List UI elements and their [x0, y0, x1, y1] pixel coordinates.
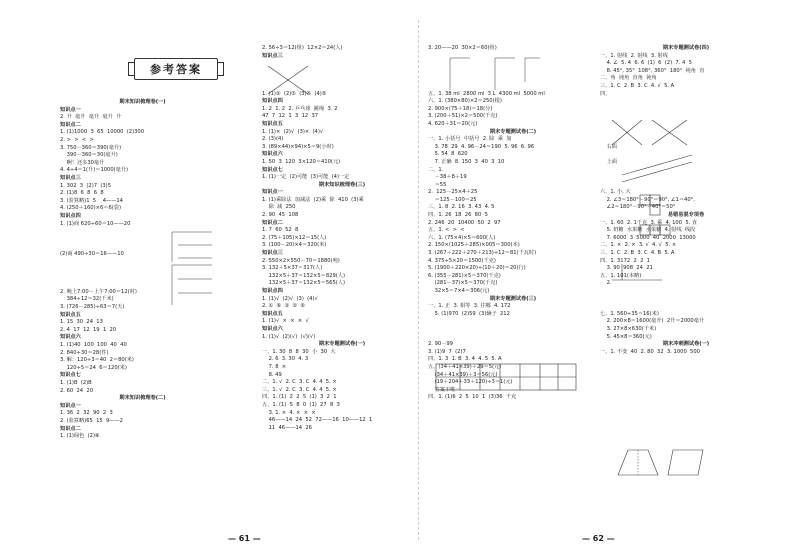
answer-line: 六、1. (75×4)×5＝600(人)	[428, 234, 496, 241]
subsection-heading: 知识点四	[262, 98, 283, 105]
answer-line: 4. (250＋160)×6＝6(袋)	[60, 205, 122, 212]
answer-line: 3. 1. × 4. × × ×	[262, 409, 316, 416]
answer-line: 5. 45×8＝360(元)	[600, 333, 652, 340]
answer-line: 1. (1)绿色 (2)⑧	[60, 433, 100, 440]
answer-line: 1. (1)√ (2)√ (3) (4)√	[262, 295, 318, 302]
subsection-heading: 知识点七	[262, 166, 283, 173]
answer-line: 四、1. (1)6 2 5 10 1 (3)36 千克	[428, 394, 517, 401]
answer-line: 2. 60 24 20	[60, 387, 93, 394]
answer-line: (34＋41×39)＋3＝56(元)	[428, 371, 498, 378]
page-number-left: — 61 —	[228, 534, 261, 543]
answer-line: 47 7 12 1 3 12 37	[262, 113, 319, 120]
answer-line: 2. 200×8＝1600(毫升) 2升＝2000毫升	[600, 318, 705, 325]
answer-line: 四、1. 3172 2 2 1	[600, 257, 650, 264]
section-heading: 期末专题测试卷(三)	[489, 295, 537, 302]
answer-line: 7. 正确 8. 150 3 40 3 10	[428, 158, 505, 165]
subsection-heading: 知识点六	[262, 325, 283, 332]
answer-line: ＝55	[428, 181, 447, 188]
answer-line: 132×5＋37＝132×5＝829(人)	[262, 272, 345, 279]
answer-line: 2. ① ⑥ ③ ② ⑥	[262, 303, 306, 310]
answer-line: 3. 20——20 30×2＝60(组)	[428, 45, 497, 51]
section-heading: 期末专题测试卷(一)	[318, 341, 366, 348]
page-divider	[418, 20, 419, 540]
subsection-heading: 知识点一	[60, 402, 81, 409]
answer-line: 5. 54 8 620	[428, 151, 468, 158]
answer-line: 五、1. < > <	[428, 227, 465, 234]
section-heading: 期末专题测试卷(二)	[489, 128, 537, 135]
section-heading: 期末冲刺测试卷(一)	[662, 341, 710, 348]
answer-line: 3. (验算略)1 5 4——14	[60, 197, 123, 204]
answer-line: 1. (1)√ × × × √	[262, 318, 309, 325]
answer-line: 46——14 24 52 72——16 10——12 1	[262, 417, 373, 424]
answer-line: ＝125－100＝25	[428, 196, 477, 203]
answer-line: 2. 4 17 12 19 1 20	[60, 326, 117, 333]
answer-line: 7. 6000 3 5000 40 2000 13000	[600, 234, 696, 241]
division-figure-1	[172, 232, 222, 262]
answer-line: (281－37)×5＝370(千克)	[428, 280, 498, 287]
data-table-figure	[436, 364, 576, 390]
answer-line: 6. (355－281)×5＝370(千克)	[428, 272, 501, 279]
answer-line: 3. 750－360＝390(毫升)	[60, 144, 122, 151]
section-heading: 期末知识梳理卷(一)	[119, 99, 166, 105]
answer-title: 参考答案	[150, 62, 202, 76]
answer-line: 五、1. 38 ml 2800 ml 3 L 4300 ml 5000 ml	[428, 90, 545, 97]
answer-line: 二、1. √ 2. C 3. C 4. 4 5. ×	[262, 379, 337, 386]
answer-line: 上面	[600, 158, 617, 165]
answer-line	[600, 297, 772, 305]
subsection-heading: 知识点二	[262, 219, 283, 226]
answer-line: 二、1. × 2. × 3. √ 4. √ 5. ×	[600, 242, 677, 249]
answer-line: 3. 78 29 4. 96－24＝190 5. 96 6. 96	[428, 143, 535, 150]
answer-line: 五、(34＋41×39)＋29＝5(元)	[428, 363, 502, 370]
answer-line: 3. 解：120÷3＝40 2＝80(米)	[60, 357, 134, 364]
answer-line: (2)商 490÷30＝16——10	[60, 250, 124, 257]
answer-line: 2. 900×(75＋18)＝18(分)	[428, 105, 493, 112]
answer-line: 1. (1)一定 (2)可能 (3)可能 (4)一定	[262, 174, 350, 181]
section-heading: 期末知识梳理卷(三)	[318, 181, 366, 188]
angle-figure	[612, 262, 672, 284]
answer-line: 1. 2 1. 2 2. 乒乓球 跳绳 3. 2	[262, 105, 338, 112]
answer-title-box	[134, 58, 218, 80]
answer-line: 1. 7 60 52 8	[262, 227, 299, 234]
answer-line: 六、1. 小, 大	[600, 189, 631, 196]
column-3	[428, 46, 598, 403]
answer-line: 一、1. 60 2. 1千克 3. 乘 4. 100 5. 直	[600, 219, 698, 226]
answer-line: 1. 50 3 120 3×120＝410(元)	[262, 158, 341, 165]
division-figure-2	[172, 265, 222, 307]
answer-line: 5. (1900＋220×20)÷(10＋20)＝20(行)	[428, 265, 526, 272]
section-heading: 易错易混专项卷	[667, 212, 705, 219]
answer-line: 一、1. 小括号 中括号 2. 除 乘 加	[428, 136, 512, 143]
answer-line: 7. 8 ×	[262, 363, 287, 370]
answer-line: 32×5＝7×4＝306(元)	[428, 288, 490, 294]
answer-line: 2. 90 45 108	[262, 212, 299, 219]
answer-line	[428, 335, 598, 343]
answer-line: 2. 840÷30＝28(件)	[60, 349, 109, 356]
answer-line: ∠2＝180°－90°－40°＝50°	[600, 204, 676, 211]
answer-line: 1. (1)商 620÷60＝10——20	[60, 220, 131, 227]
answer-line: 384÷12＝32(千米)	[60, 296, 114, 303]
answer-line: 3. (267＋222＋270＋213)÷12＝81(千瓦时)	[428, 250, 537, 257]
answer-line: 4. 620＋31＝20(元)	[428, 120, 478, 127]
answer-line: 3. (1)9 7 (2)7	[428, 348, 466, 355]
answer-line: 答案不唯一	[428, 386, 461, 393]
answer-line: 四、1. (1) 2 2 5 (1) 3 2 1	[262, 394, 337, 401]
subsection-heading: 知识点五	[262, 120, 283, 127]
answer-line: 120÷5＝24 6＝120(米)	[60, 364, 127, 371]
answer-line: 11 46——14 26	[262, 424, 312, 431]
subsection-heading: 知识点三	[60, 174, 81, 181]
answer-line: 二、角 钝角 直角 钝角	[600, 75, 657, 82]
answer-line: 132×5＋37＝132×5＝565(人)	[262, 280, 345, 287]
answer-line: 4. 375÷5×20＝1500(千克)	[428, 257, 496, 264]
page-number-right: — 62 —	[582, 534, 615, 543]
answer-line: 2. 150×(1025＋285)×005＝300(本)	[428, 242, 520, 249]
answer-line: 二、1.	[428, 166, 445, 173]
answer-line: 三、1. C 2. B 3. C 4. B 5. A	[600, 250, 675, 257]
answer-line: 2. (验算略)65 15 9——2	[60, 417, 123, 424]
answer-line	[428, 327, 598, 335]
answer-line: 2. ∠3＝180°－90°＝90°, ∠1＝40°,	[600, 196, 695, 203]
answer-line: 三、1. 8 2. 16 3. 43 4. 5	[428, 204, 495, 211]
answer-line: 2. 56÷3＝12(组) 12×2＝24(人)	[262, 45, 343, 51]
subsection-heading: 知识点二	[60, 121, 81, 128]
answer-line: 右面	[600, 143, 617, 150]
answer-line: 六、1. (380×80)×2＝250(根)	[428, 98, 502, 105]
answer-line: 2.	[600, 280, 612, 287]
answer-line: 3. (89×44)×94)×5＝9(小时)	[262, 143, 334, 150]
answer-line: 3. 27×8×630(千米)	[600, 325, 657, 332]
answer-line: 8. 45°, 35° 108°, 360° 180° 钝角 直	[600, 67, 705, 74]
division-figure-3	[440, 58, 540, 92]
subsection-heading: 知识点七	[60, 372, 81, 379]
answer-line: 三、1. √ 2. C 3. C 4. 4 5. ×	[262, 386, 337, 393]
answer-line: 2. 6 3. 30 4. 3	[262, 356, 309, 363]
lines-figure	[612, 120, 702, 190]
subsection-heading: 知识点五	[262, 310, 283, 317]
answer-line: 四、	[600, 90, 611, 97]
answer-line: 8. 49	[262, 371, 282, 378]
answer-line: 2. (75＋105)×12＝15(人)	[262, 234, 327, 241]
answer-line: －38＋8＋19	[428, 174, 467, 181]
answer-line: (19＋204＋33＋120)÷3＝1(元)	[428, 379, 513, 386]
answer-line: 一、1. 30 8 8 30 小 30 大	[262, 348, 336, 355]
answer-line	[600, 107, 772, 115]
answer-line: 5. 奶糖 水果糖 水果糖 4. 射线 线段	[600, 227, 696, 234]
subsection-heading: 知识点三	[262, 250, 283, 257]
answer-line: 3. (726－285)÷63＝7(天)	[60, 304, 125, 311]
subsection-heading: 知识点三	[262, 52, 283, 59]
answer-line: 5. (1)970 (2)59 (3)辆子 212	[428, 310, 510, 317]
answer-line: 2. 升 毫升 毫升 毫升 升	[60, 114, 122, 121]
answer-line: 2. 550×2×550－70＝1880(吨)	[262, 257, 340, 264]
answer-line: 3. (200＋51)×2＝500(千克)	[428, 113, 498, 120]
answer-line: 4. 4÷4＝1(升)＝1000(毫升)	[60, 167, 129, 174]
subsection-heading: 知识点一	[60, 106, 81, 113]
answer-line: 三、1. C 2. B 3. C 4. √ 5. A	[600, 82, 675, 89]
trapezoid-figure	[618, 450, 708, 480]
answer-line: 2. > > < >	[60, 136, 94, 143]
answer-line	[600, 99, 772, 107]
answer-line: 2. 90－99	[428, 341, 453, 348]
answer-line: 2. 125－25×4＋25	[428, 189, 478, 196]
subsection-heading: 知识点四	[262, 288, 283, 294]
column-2	[262, 46, 422, 433]
answer-line: 啊！还多30毫升	[60, 159, 105, 166]
subsection-heading: 知识点四	[60, 212, 81, 219]
subsection-heading: 知识点一	[262, 189, 283, 196]
answer-line	[428, 319, 598, 327]
answer-line: 1. 302 3 (2)7 (3)5	[60, 182, 111, 189]
answer-line: 1. (1)B (2)B	[60, 379, 92, 386]
answer-line: 2. 晚上7:00－上午7:00＝12(时)	[60, 288, 137, 295]
answer-line: 1. (1)1000 3 65 10000 (2)300	[60, 129, 144, 136]
answer-line: 七、1. 560÷35＝16(米)	[600, 310, 659, 317]
answer-line: 3. (100－20)×4＝320(米)	[262, 242, 327, 249]
answer-line: 2. 246 20 10400 50 2 97	[428, 219, 501, 226]
answer-line	[600, 289, 772, 297]
answer-line: 3. 132＋5×37＝317(人)	[262, 265, 323, 272]
answer-line: 除 减 250	[262, 204, 296, 211]
answer-line: 五、1. (1) 5 8 0 (1) 27 8 3	[262, 401, 340, 408]
answer-line: 一、1. 正 3. 相等 3. 往哪 4. 172	[428, 303, 511, 310]
answer-line: 2. (1)8 6 8 6 8	[60, 190, 104, 197]
answer-line: 3. 90 908 24 21	[600, 265, 653, 272]
subsection-heading: 知识点六	[262, 151, 283, 158]
subsection-heading: 知识点二	[60, 425, 81, 432]
answer-line: 1. 15 30 24 13	[60, 319, 103, 326]
answer-line: 4. ∠ 5. 4 6. 6 (1) 6 (2) 7. 4 5	[600, 60, 692, 67]
answer-line: 2. (3)(4)	[262, 136, 284, 143]
answer-line: 1. (1)√ (2)(√) (√)(√)	[262, 333, 316, 340]
answer-line: 一、1. 不变 40 2. 80 32 3. 1000 500	[600, 348, 700, 355]
answer-line: 390－360＝30(毫升)	[60, 152, 118, 159]
parallel-lines-figure	[268, 66, 318, 96]
answer-line: 1. (1)② (2)⑤ (3)⑤ (4)⑤	[262, 90, 327, 97]
answer-line: 一、1. 射线 2. 射线 3. 射线	[600, 52, 668, 59]
answer-line: 1. (1)乘除法 加减法 (2)乘 除 410 (3)乘	[262, 196, 364, 203]
subsection-heading: 知识点六	[60, 334, 81, 341]
answer-line: 五、1. 101(本略)	[600, 272, 642, 279]
section-heading: 期末知识梳理卷(二)	[119, 395, 166, 402]
subsection-heading: 知识点五	[60, 311, 81, 318]
answer-line: 1. 36 2 32 90 2 3	[60, 410, 113, 417]
answer-line: 1. (1)40 100 100 40 40	[60, 342, 127, 348]
answer-line: 四、1. 26 18 26 80 5	[428, 212, 488, 219]
answer-line: 1. (1)× (2)√ (3)× (4)√	[262, 128, 324, 135]
answer-line: 四、1. 3 1. B 3. 4 4. 5 5. A	[428, 356, 502, 363]
cube-views-figure	[640, 195, 690, 255]
section-heading: 期末专题测试卷(四)	[662, 45, 710, 51]
